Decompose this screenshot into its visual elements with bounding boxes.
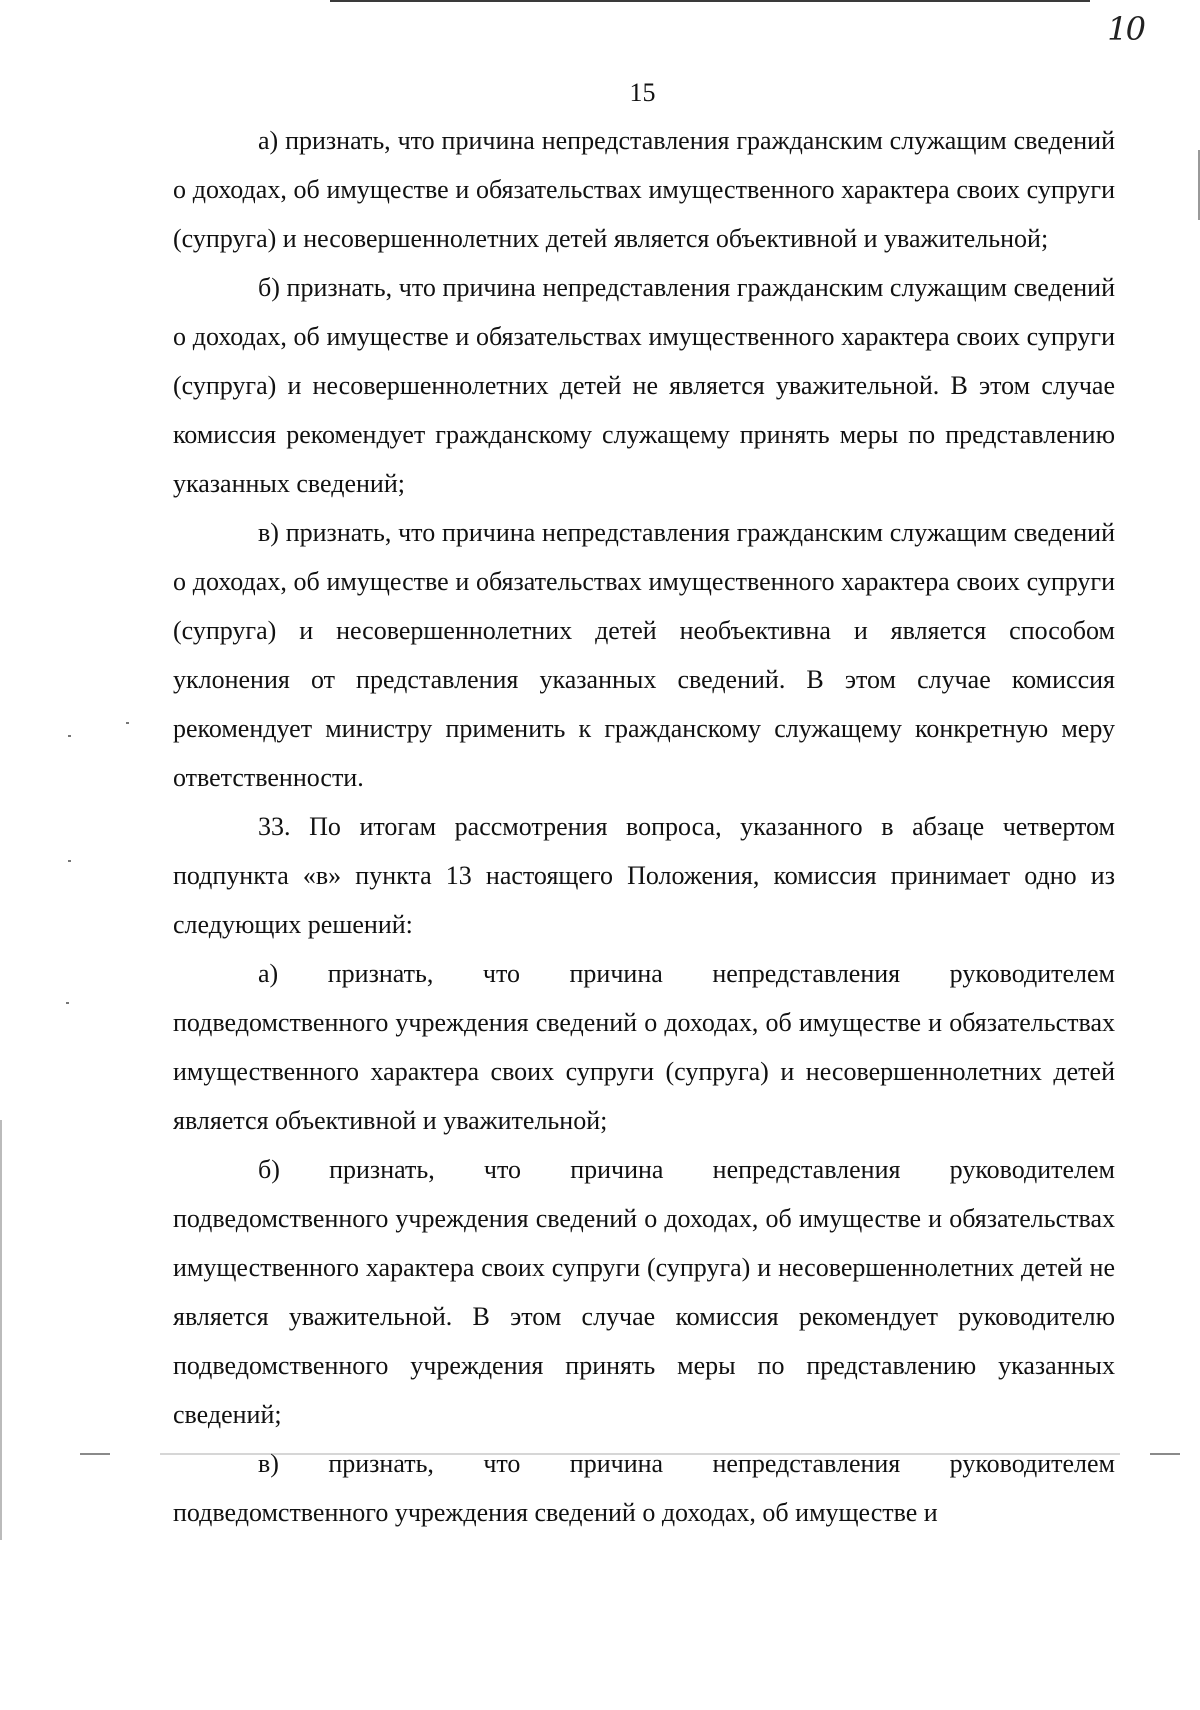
paragraph-item-v-2: в) признать, что причина непредставления руководителем подведомственного учреждения сведений о доходах, об имуществе и xyxy=(173,1449,1115,1527)
scan-fold-line xyxy=(80,1453,110,1455)
paragraph-item-v-1: в) признать, что причина непредставления гражданским служащим сведений о доходах, об имуществе и обязательствах имущественного характера своих супруги (супруга) и несовершеннолетних детей необъективна и является способом уклонения от представления указанных сведений. В этом случае комиссия рекомендует министру применить к гражданскому служащему конкретную меру ответственности. xyxy=(173,518,1115,792)
page-number: 15 xyxy=(629,78,656,107)
paragraph-clause-33: 33. По итогам рассмотрения вопроса, указанного в абзаце четвертом подпункта «в» пункта 13 настоящего Положения, комиссия принимает одно из следующих решений: xyxy=(173,812,1115,939)
paragraph-item-a-2: а) признать, что причина непредставления руководителем подведомственного учреждения сведений о доходах, об имуществе и обязательствах имущественного характера своих супруги (супруга) и несовершеннолетних детей является объективной и уважительной; xyxy=(173,959,1115,1135)
paragraph-item-a-1: а) признать, что причина непредставления гражданским служащим сведений о доходах, об имуществе и обязательствах имущественного характера своих супруги (супруга) и несовершеннолетних детей является объективной и уважительной; xyxy=(173,126,1115,253)
document-body xyxy=(173,116,1115,1537)
scan-speck xyxy=(68,735,71,737)
paragraph-item-b-1: б) признать, что причина непредставления гражданским служащим сведений о доходах, об имуществе и обязательствах имущественного характера своих супруги (супруга) и несовершеннолетних детей не является уважительной. В этом случае комиссия рекомендует гражданскому служащему принять меры по представлению указанных сведений; xyxy=(173,273,1115,498)
scan-edge-line xyxy=(0,1120,2,1540)
handwritten-page-number: 10 xyxy=(1107,10,1144,48)
scan-fold-line xyxy=(1150,1453,1180,1455)
paragraph-item-b-2: б) признать, что причина непредставления руководителем подведомственного учреждения сведений о доходах, об имуществе и обязательствах имущественного характера своих супруги (супруга) и несовершеннолетних детей не является уважительной. В этом случае комиссия рекомендует руководителю подведомственного учреждения принять меры по представлению указанных сведений; xyxy=(173,1155,1115,1429)
scan-speck xyxy=(66,1002,69,1004)
scan-edge-line xyxy=(330,0,1090,2)
scan-speck xyxy=(68,860,71,862)
scan-speck xyxy=(126,722,129,724)
